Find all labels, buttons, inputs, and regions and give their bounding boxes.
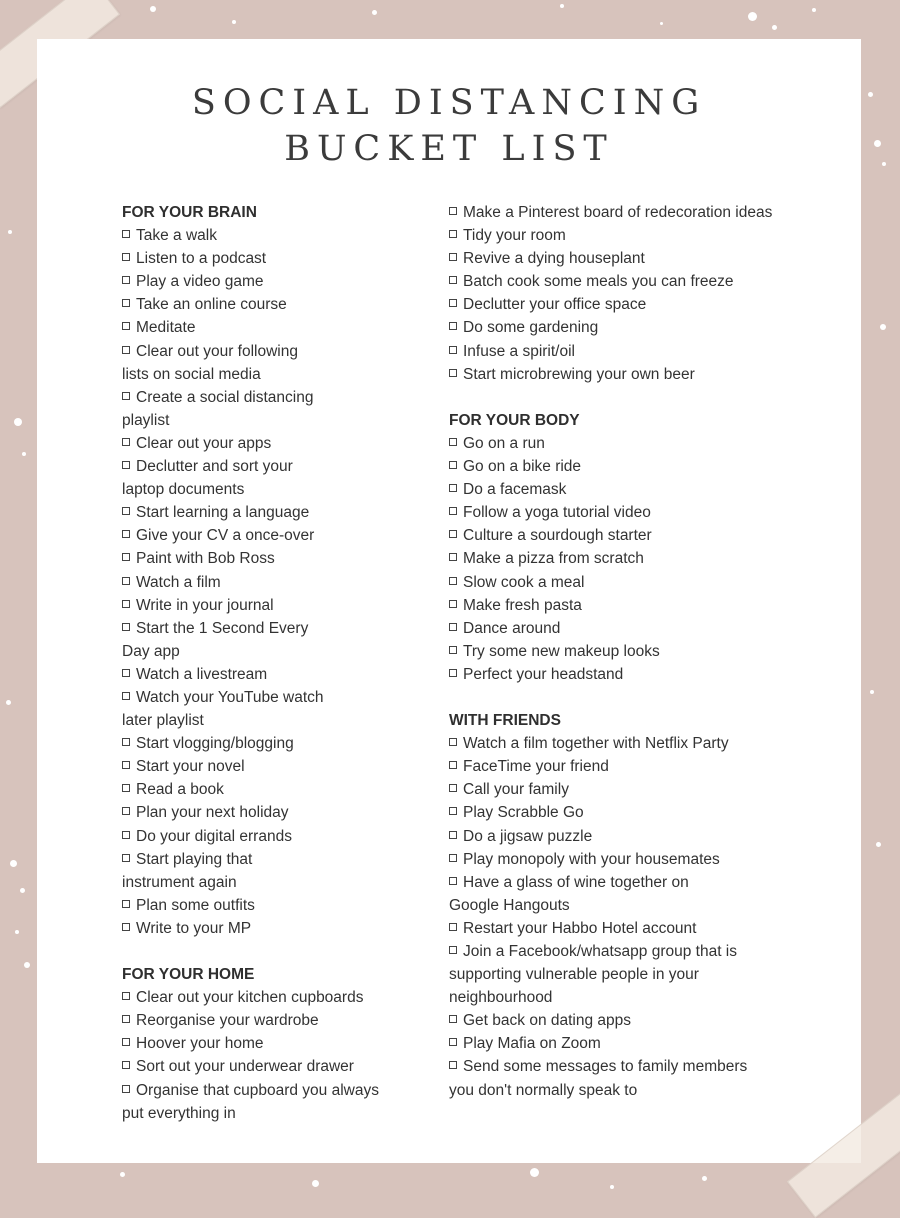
list-item-text: Perfect your headstand [463,665,624,683]
list-item-text: Tidy your room [463,227,566,245]
checkbox-icon[interactable] [449,484,457,492]
list-item-continuation: instrument again [122,873,237,891]
checkbox-icon[interactable] [122,900,130,908]
checkbox-icon[interactable] [122,461,130,469]
list-item [122,1055,452,1078]
list-item-continuation: you don't normally speak to [449,1081,638,1099]
list-item-continuation: neighbourhood [449,989,553,1007]
list-item [449,825,819,848]
list-item-text: Watch your YouTube watch [136,688,324,706]
list-item [449,547,819,570]
list-item [122,778,452,801]
list-item [122,594,452,617]
checkbox-icon[interactable] [449,761,457,769]
paint-speckle [372,10,377,15]
checkbox-icon[interactable] [122,230,130,238]
checkbox-icon[interactable] [449,276,457,284]
list-item-text: Do a facemask [463,481,567,499]
list-item-continuation: later playlist [122,712,204,730]
list-item-text: Plan some outfits [136,896,255,914]
list-item-text: Clear out your apps [136,434,272,452]
list-item-text: Meditate [136,319,196,337]
checkbox-icon[interactable] [449,923,457,931]
list-item-text: Batch cook some meals you can freeze [463,273,734,291]
list-item-text: Declutter your office space [463,296,647,314]
paint-speckle [14,418,22,426]
list-item [449,201,819,224]
checkbox-icon[interactable] [122,692,130,700]
checkbox-icon[interactable] [122,1038,130,1046]
checkbox-icon[interactable] [122,577,130,585]
section-heading: FOR YOUR HOME [122,966,255,984]
list-item [449,1009,819,1032]
list-item-text: FaceTime your friend [463,758,609,776]
list-item-text: Make a Pinterest board of redecoration ideas [463,204,773,221]
checkbox-icon[interactable] [122,923,130,931]
list-item [122,547,452,570]
checkbox-icon[interactable] [449,530,457,538]
list-item [449,455,819,478]
list-item [449,617,819,640]
list-item [449,432,819,455]
list-item-text: Take an online course [136,296,287,314]
list-item-text: Join a Facebook/whatsapp group that is [463,943,738,960]
checkbox-icon[interactable] [449,230,457,238]
list-item-text: Watch a livestream [136,665,268,683]
list-item [122,293,452,316]
list-item-text: Reorganise your wardrobe [136,1012,319,1030]
list-item-text: Infuse a spirit/oil [463,342,575,360]
list-item-text: Do a jigsaw puzzle [463,827,593,845]
checkbox-icon[interactable] [122,807,130,815]
paint-speckle [20,888,25,893]
list-item [122,571,452,594]
list-item [122,617,452,640]
checkbox-icon[interactable] [449,807,457,815]
checkbox-icon[interactable] [449,600,457,608]
checkbox-icon[interactable] [122,507,130,515]
list-item-text: Do your digital errands [136,827,292,845]
checkbox-icon[interactable] [122,1085,130,1093]
list-item-text: Start vlogging/blogging [136,735,294,753]
list-item-text: Send some messages to family members [463,1058,748,1076]
paint-speckle [22,452,26,456]
list-item [122,501,452,524]
paint-speckle [10,860,17,867]
list-item-continuation: lists on social media [122,365,261,383]
checkbox-icon[interactable] [449,831,457,839]
checkbox-icon[interactable] [122,669,130,677]
paint-speckle [15,930,19,934]
bucket-list-paper [37,39,861,1163]
list-item [122,432,452,455]
list-item [449,224,819,247]
list-item [449,363,819,386]
list-item-text: Write in your journal [136,596,274,614]
checkbox-icon[interactable] [122,1061,130,1069]
list-item-text: Organise that cupboard you always [136,1081,379,1099]
paint-speckle [560,4,564,8]
paint-speckle [660,22,663,25]
checkbox-icon[interactable] [122,1015,130,1023]
checkbox-icon[interactable] [449,207,457,215]
list-item-text: Give your CV a once-over [136,527,315,545]
list-item [122,524,452,547]
list-item-text: Culture a sourdough starter [463,527,652,545]
list-item-text: Plan your next holiday [136,804,289,822]
checkbox-icon[interactable] [449,1015,457,1023]
paint-speckle [24,962,30,968]
list-item [449,524,819,547]
checkbox-icon[interactable] [122,530,130,538]
section-spacer [449,686,819,709]
list-item [449,1032,819,1055]
list-item-text: Play a video game [136,273,264,291]
checkbox-icon[interactable] [449,438,457,446]
checkbox-icon[interactable] [449,854,457,862]
list-item [122,686,452,709]
checkbox-icon[interactable] [449,946,457,954]
checkbox-icon[interactable] [122,623,130,631]
checkbox-icon[interactable] [449,553,457,561]
list-item [449,478,819,501]
list-item-text: Write to your MP [136,919,252,937]
list-item [122,455,452,478]
list-item [449,848,819,871]
list-item-text: Start the 1 Second Every [136,619,309,637]
checkbox-icon[interactable] [449,577,457,585]
list-item [122,270,452,293]
checkbox-icon[interactable] [449,507,457,515]
list-item [449,917,819,940]
list-item [122,1032,452,1055]
checkbox-icon[interactable] [449,369,457,377]
list-item [122,917,452,940]
list-item-text: Go on a run [463,434,545,452]
list-item [449,270,819,293]
list-item-text: Clear out your kitchen cupboards [136,989,364,1007]
checkbox-icon[interactable] [122,438,130,446]
checkbox-icon[interactable] [122,253,130,261]
checkbox-icon[interactable] [449,669,457,677]
paint-speckle [880,324,886,330]
list-item-text: Start learning a language [136,504,310,522]
list-item-text: Read a book [136,781,224,799]
checkbox-icon[interactable] [449,299,457,307]
list-item [449,801,819,824]
list-item-text: Dance around [463,619,561,637]
checkbox-icon[interactable] [122,299,130,307]
list-item-text: Listen to a podcast [136,250,267,268]
list-item-text: Watch a film [136,573,221,591]
list-item [122,848,452,871]
right-column [449,201,819,1102]
checkbox-icon[interactable] [449,461,457,469]
checkbox-icon[interactable] [449,738,457,746]
list-item-continuation: supporting vulnerable people in your [449,966,699,984]
checkbox-icon[interactable] [122,854,130,862]
list-item-continuation: laptop documents [122,481,245,499]
list-item [122,894,452,917]
list-item [449,247,819,270]
paint-speckle [882,162,886,166]
checkbox-icon[interactable] [122,738,130,746]
list-item-continuation: Google Hangouts [449,896,570,914]
list-item-text: Go on a bike ride [463,458,582,476]
list-item-continuation: put everything in [122,1104,236,1122]
checkbox-icon[interactable] [122,553,130,561]
section-spacer [449,386,819,409]
list-item-text: Start your novel [136,758,245,776]
list-item [122,825,452,848]
checkbox-icon[interactable] [449,1061,457,1069]
paint-speckle [874,140,881,147]
paint-speckle [702,1176,707,1181]
section-heading: FOR YOUR BRAIN [122,204,257,221]
list-item [122,986,452,1009]
list-item [122,663,452,686]
list-item [449,871,819,894]
list-item [449,293,819,316]
list-item-text: Hoover your home [136,1035,264,1053]
left-column [122,201,452,1125]
checkbox-icon[interactable] [122,600,130,608]
paint-speckle [312,1180,319,1187]
list-item [122,801,452,824]
checkbox-icon[interactable] [122,761,130,769]
list-item-text: Make fresh pasta [463,596,582,614]
list-item [122,340,452,363]
list-item-text: Clear out your following [136,342,298,360]
paint-speckle [772,25,777,30]
paint-speckle [530,1168,539,1177]
list-item [449,940,819,963]
checkbox-icon[interactable] [449,346,457,354]
list-item [122,1009,452,1032]
list-item [122,755,452,778]
list-item-text: Call your family [463,781,569,799]
list-item-text: Make a pizza from scratch [463,550,644,568]
checkbox-icon[interactable] [449,322,457,330]
list-item [449,501,819,524]
paint-speckle [6,700,11,705]
list-item-text: Create a social distancing [136,388,314,406]
paint-speckle [8,230,12,234]
list-item [449,316,819,339]
section-heading: WITH FRIENDS [449,712,561,730]
section-heading: FOR YOUR BODY [449,411,580,429]
list-item-text: Try some new makeup looks [463,642,660,660]
list-item-text: Take a walk [136,227,217,245]
list-item [449,1055,819,1078]
checkbox-icon[interactable] [122,992,130,1000]
paint-speckle [150,6,156,12]
list-item-continuation: Day app [122,642,180,660]
list-item-text: Sort out your underwear drawer [136,1058,354,1076]
list-item-text: Start microbrewing your own beer [463,365,695,383]
checkbox-icon[interactable] [122,322,130,330]
list-item [449,732,819,755]
title-line-1: SOCIAL DISTANCING [191,83,707,123]
list-item [122,732,452,755]
checkbox-icon[interactable] [449,877,457,885]
list-item [449,663,819,686]
checkbox-icon[interactable] [122,831,130,839]
list-item-text: Get back on dating apps [463,1012,632,1030]
checkbox-icon[interactable] [122,346,130,354]
list-item-text: Watch a film together with Netflix Party [463,735,729,753]
paint-speckle [870,690,874,694]
list-item-text: Do some gardening [463,319,599,337]
paint-speckle [876,842,881,847]
checkbox-icon[interactable] [449,623,457,631]
list-item-text: Play Scrabble Go [463,804,584,822]
list-item [122,316,452,339]
list-item [122,224,452,247]
list-item-text: Revive a dying houseplant [463,250,645,268]
list-item-text: Start playing that [136,850,253,868]
list-item-text: Play Mafia on Zoom [463,1035,601,1053]
list-item-continuation: playlist [122,411,170,429]
list-item [122,247,452,270]
list-item [449,640,819,663]
title-line-2: BUCKET LIST [284,129,614,169]
checkbox-icon[interactable] [449,1038,457,1046]
list-item [449,340,819,363]
paint-speckle [120,1172,125,1177]
paint-speckle [610,1185,614,1189]
list-item [449,571,819,594]
list-item-text: Declutter and sort your [136,458,293,476]
checkbox-icon[interactable] [449,646,457,654]
checkbox-icon[interactable] [122,392,130,400]
paint-speckle [748,12,757,21]
checkbox-icon[interactable] [122,784,130,792]
list-item-text: Restart your Habbo Hotel account [463,919,697,937]
list-item [449,594,819,617]
list-item-text: Play monopoly with your housemates [463,850,720,868]
list-item-text: Follow a yoga tutorial video [463,504,651,522]
list-item-text: Paint with Bob Ross [136,550,275,568]
list-item-text: Have a glass of wine together on [463,873,689,891]
paint-speckle [232,20,236,24]
list-item-text: Slow cook a meal [463,573,585,591]
paint-speckle [868,92,873,97]
checkbox-icon[interactable] [122,276,130,284]
list-item [122,1079,452,1102]
list-item [122,386,452,409]
checkbox-icon[interactable] [449,253,457,261]
list-item [449,755,819,778]
list-item [449,778,819,801]
checkbox-icon[interactable] [449,784,457,792]
section-spacer [122,940,452,963]
paint-speckle [812,8,816,12]
